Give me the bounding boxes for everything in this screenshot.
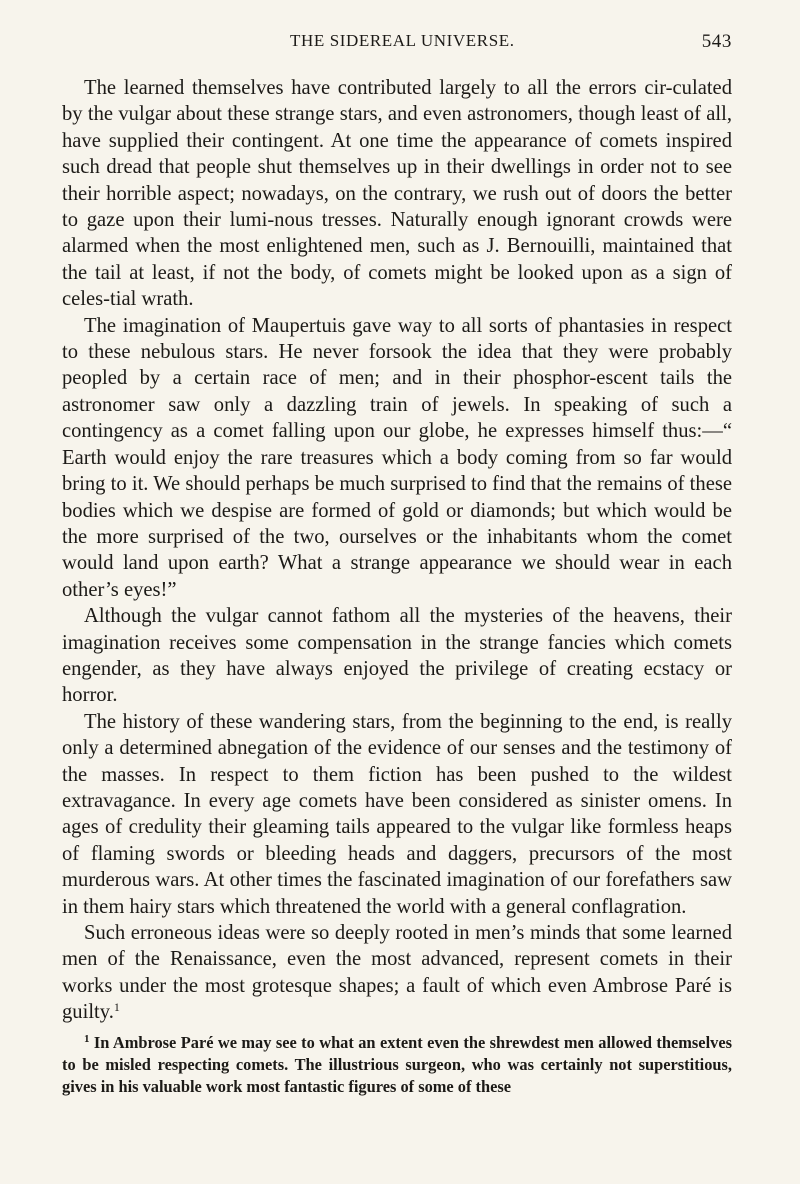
footnote	[62, 1032, 732, 1098]
running-header	[62, 31, 732, 53]
paragraph-4: The history of these wandering stars, from the beginning to the end, is really only a determined abnegation of the evidence of our senses and the testimony of the masses. In respect to them fiction has been pushed to the wildest extravagance. In every age comets have been considered as sinister omens. In ages of credulity their gleaming tails appeared to the vulgar like formless heaps of flaming swords or bleeding heads and daggers, precursors of the most murderous wars. At other times the fascinated imagination of our forefathers saw in them hairy stars which threatened the world with a general conflagration.	[62, 710, 732, 918]
book-page	[62, 0, 732, 1098]
paragraph-2: The imagination of Maupertuis gave way to all sorts of phantasies in respect to these nebulous stars. He never forsook the idea that they were probably peopled by a certain race of men; and in their phosphor-escent tails the astronomer saw only a dazzling train of jewels. In speaking of such a contingency as a comet falling upon our globe, he expresses himself thus:—“ Earth would enjoy the rare treasures which a body coming from so far would bring to it. We should perhaps be much surprised to find that the remains of these bodies which we despise are formed of gold or diamonds; but which would be the more surprised of the two, ourselves or the inhabitants whom the comet would land upon earth? What a strange appearance we should wear in each other’s eyes!”	[62, 314, 732, 601]
page-number: 543	[701, 31, 732, 52]
footnote-text: In Ambrose Paré we may see to what an extent even the shrewdest men allowed themselves to be misled respecting comets. The illustrious surgeon, who was certainly not superstitious, gives in his valuable work most fantastic figures of some of these	[62, 1032, 732, 1096]
body-text	[62, 75, 732, 1026]
footnote-mark: 1	[84, 1032, 90, 1045]
paragraph-1: The learned themselves have contributed largely to all the errors cir-culated by the vulgar about these strange stars, and even astronomers, though least of all, have supplied their contingent. At one time the appearance of comets inspired such dread that people shut themselves up in their dwellings in order not to see their horrible aspect; nowadays, on the contrary, we rush out of doors the better to gaze upon their lumi-nous tresses. Naturally enough ignorant crowds were alarmed when the most enlightened men, such as J. Bernouilli, maintained that the tail at least, if not the body, of comets might be looked upon as a sign of celes-tial wrath.	[62, 77, 732, 311]
paragraph-5-text: Such erroneous ideas were so deeply rooted in men’s minds that some learned men of the Renaissance, even the most advanced, represent comets in their works under the most grotesque shapes; a fault of which even Ambrose Paré is guilty.	[62, 922, 732, 1024]
running-title: THE SIDEREAL UNIVERSE.	[290, 31, 515, 50]
paragraph-5	[62, 920, 732, 1026]
paragraph-3: Although the vulgar cannot fathom all the mysteries of the heavens, their imagination receives some compensation in the strange fancies which comets engender, as they have always enjoyed the privilege of creating ecstacy or horror.	[62, 605, 732, 707]
footnote-reference[interactable]: 1	[113, 1000, 120, 1015]
